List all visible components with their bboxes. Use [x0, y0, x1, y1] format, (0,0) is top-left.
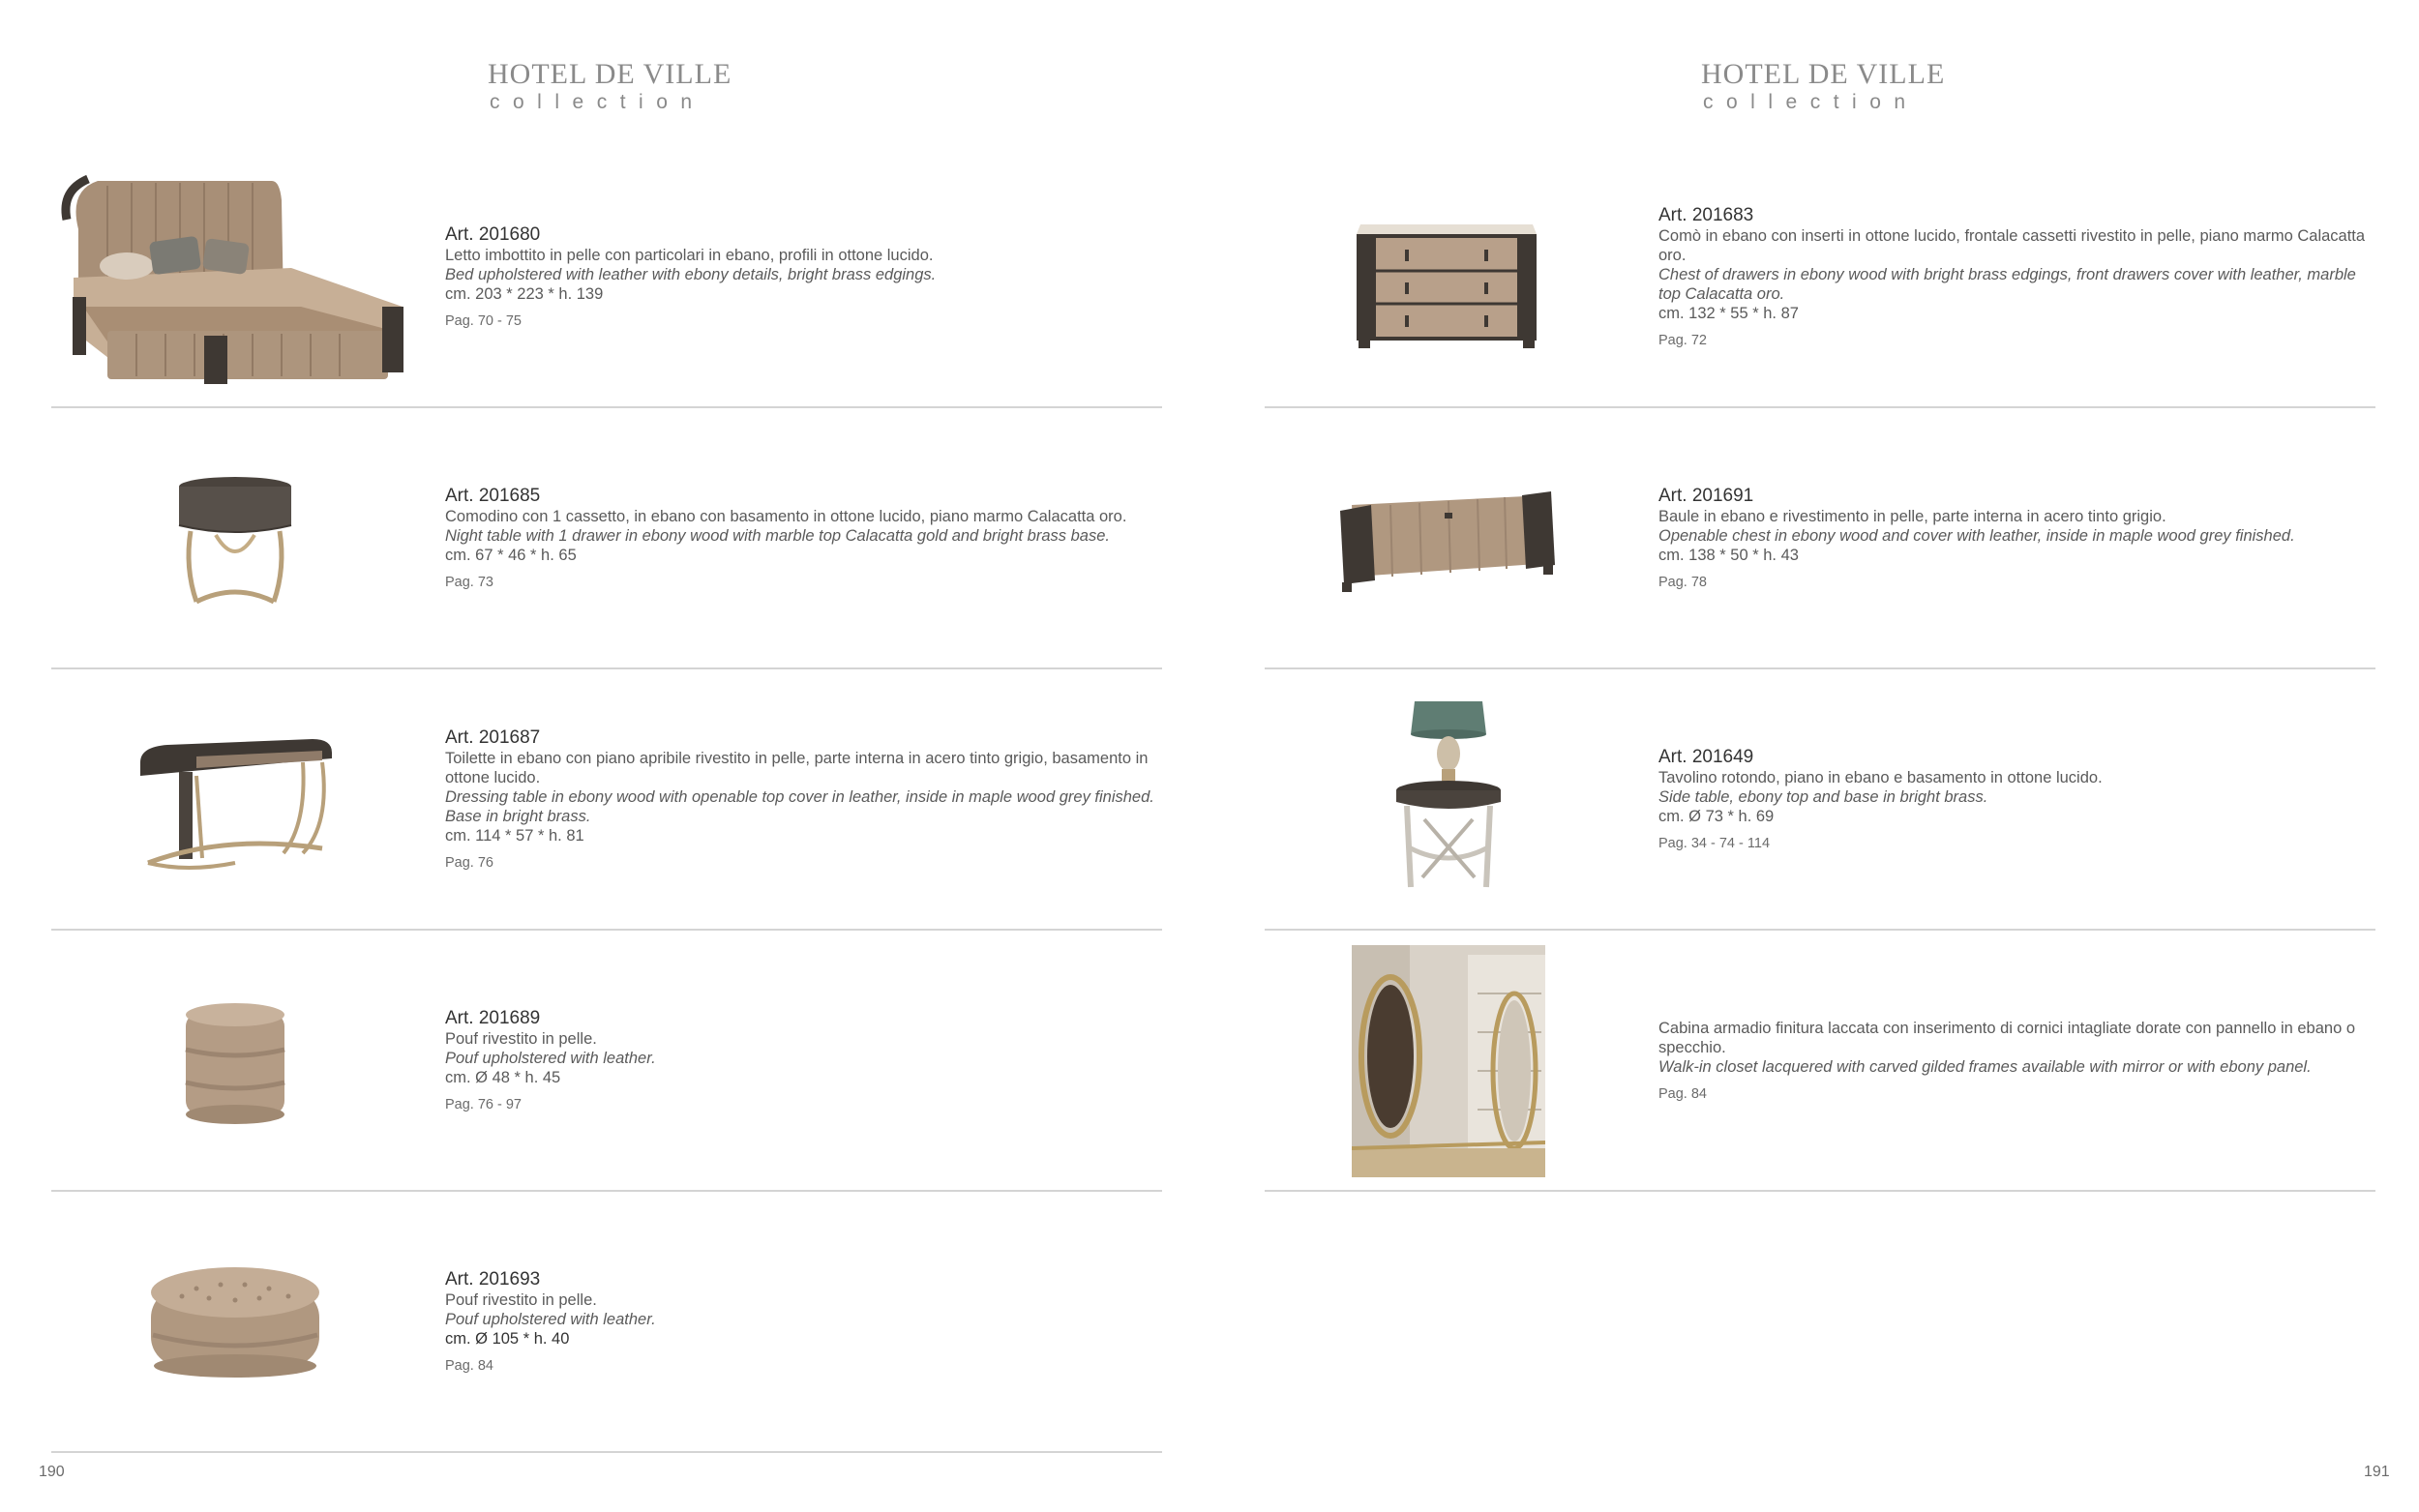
english-description: Bed upholstered with leather with ebony details, bright brass edgings. [445, 265, 937, 283]
product-row [1265, 408, 2375, 669]
trunk-icon [1265, 408, 1632, 669]
italian-description: Pouf rivestito in pelle. [445, 1029, 597, 1048]
dimensions: cm. 67 * 46 * h. 65 [445, 546, 577, 564]
english-description: Walk-in closet lacquered with carved gilded frames available with mirror or with ebony panel. [1658, 1058, 2312, 1076]
product-row [1265, 669, 2375, 931]
product-row [51, 1192, 1162, 1453]
night-table-icon [51, 408, 419, 669]
italian-description: Cabina armadio finitura laccata con inserimento di cornici intagliate dorate con pannello in ebano o specchio. [1658, 1020, 2356, 1056]
page-number: 190 [39, 1464, 65, 1480]
dimensions: cm. Ø 48 * h. 45 [445, 1068, 561, 1086]
product-row [51, 408, 1162, 669]
english-description: Side table, ebony top and base in bright brass. [1658, 787, 1988, 806]
large-pouf-icon [51, 1192, 419, 1453]
english-description: Pouf upholstered with leather. [445, 1310, 656, 1328]
english-description: Pouf upholstered with leather. [445, 1049, 656, 1067]
page-reference: Pag. 76 - 97 [445, 1096, 522, 1112]
italian-description: Comò in ebano con inserti in ottone lucido, frontale cassetti rivestito in pelle, piano marmo Calacatta oro. [1658, 226, 2366, 264]
product-description [1658, 669, 2374, 931]
page-reference: Pag. 70 - 75 [445, 312, 522, 329]
pouf-icon [51, 931, 419, 1192]
english-description: Chest of drawers in ebony wood with bright brass edgings, front drawers cover with leather, marble top Calacatta oro. [1658, 265, 2356, 303]
product-description [1658, 147, 2374, 408]
dimensions: cm. 114 * 57 * h. 81 [445, 826, 584, 845]
brand-name: HOTEL DE VILLE [1701, 58, 1946, 90]
brand-subtitle: collection [1703, 91, 1919, 113]
article-number: Art. 201649 [1658, 746, 1754, 767]
product-row [51, 147, 1162, 408]
article-number: Art. 201683 [1658, 204, 1754, 225]
italian-description: Baule in ebano e rivestimento in pelle, parte interna in acero tinto grigio. [1658, 507, 2166, 525]
dimensions: cm. Ø 73 * h. 69 [1658, 807, 1775, 825]
page-reference: Pag. 72 [1658, 332, 1707, 348]
article-number: Art. 201693 [445, 1268, 541, 1290]
product-description [1658, 408, 2374, 669]
dimensions: cm. Ø 105 * h. 40 [445, 1329, 570, 1348]
product-row [51, 931, 1162, 1192]
product-row [51, 669, 1162, 931]
page-reference: Pag. 76 [445, 854, 493, 871]
page-reference: Pag. 78 [1658, 574, 1707, 590]
article-number: Art. 201687 [445, 726, 541, 748]
article-number: Art. 201680 [445, 223, 541, 245]
side-table-lamp-icon [1265, 669, 1632, 931]
english-description: Openable chest in ebony wood and cover with leather, inside in maple wood grey finished. [1658, 526, 2295, 545]
italian-description: Toilette in ebano con piano apribile rivestito in pelle, parte interna in acero tinto grigio, basamento in ottone lucido. [445, 749, 1149, 786]
dressing-table-icon [51, 669, 419, 931]
brand-header [1701, 58, 1945, 114]
article-number: Art. 201685 [445, 485, 541, 506]
italian-description: Letto imbottito in pelle con particolari in ebano, profili in ottone lucido. [445, 246, 934, 264]
product-description [445, 147, 1161, 408]
article-number: Art. 201691 [1658, 485, 1754, 506]
brand-header [488, 58, 732, 114]
brand-name: HOTEL DE VILLE [488, 58, 732, 90]
page-reference: Pag. 84 [445, 1357, 493, 1374]
italian-description: Comodino con 1 cassetto, in ebano con basamento in ottone lucido, piano marmo Calacatta oro. [445, 507, 1127, 525]
dimensions: cm. 132 * 55 * h. 87 [1658, 304, 1799, 322]
italian-description: Pouf rivestito in pelle. [445, 1290, 597, 1309]
dimensions: cm. 203 * 223 * h. 139 [445, 284, 604, 303]
walk-in-closet-icon [1265, 931, 1632, 1192]
product-description [445, 408, 1161, 669]
page-reference: Pag. 84 [1658, 1086, 1707, 1102]
right-page [1210, 0, 2419, 1512]
product-row [1265, 147, 2375, 408]
product-description [445, 931, 1161, 1192]
page-reference: Pag. 34 - 74 - 114 [1658, 835, 1771, 851]
page-reference: Pag. 73 [445, 574, 493, 590]
english-description: Night table with 1 drawer in ebony wood with marble top Calacatta gold and bright brass base. [445, 526, 1110, 545]
italian-description: Tavolino rotondo, piano in ebano e basamento in ottone lucido. [1658, 768, 2103, 786]
product-description [445, 669, 1161, 931]
english-description: Dressing table in ebony wood with openable top cover in leather, inside in maple wood grey finished. Base in bright brass. [445, 787, 1154, 825]
brand-subtitle: collection [490, 91, 705, 113]
product-description [1658, 931, 2374, 1192]
chest-of-drawers-icon [1265, 147, 1632, 408]
page-number: 191 [2364, 1464, 2390, 1480]
article-number: Art. 201689 [445, 1007, 541, 1028]
bed-icon [51, 147, 419, 408]
product-description [445, 1192, 1161, 1453]
dimensions: cm. 138 * 50 * h. 43 [1658, 546, 1799, 564]
product-row [1265, 931, 2375, 1192]
